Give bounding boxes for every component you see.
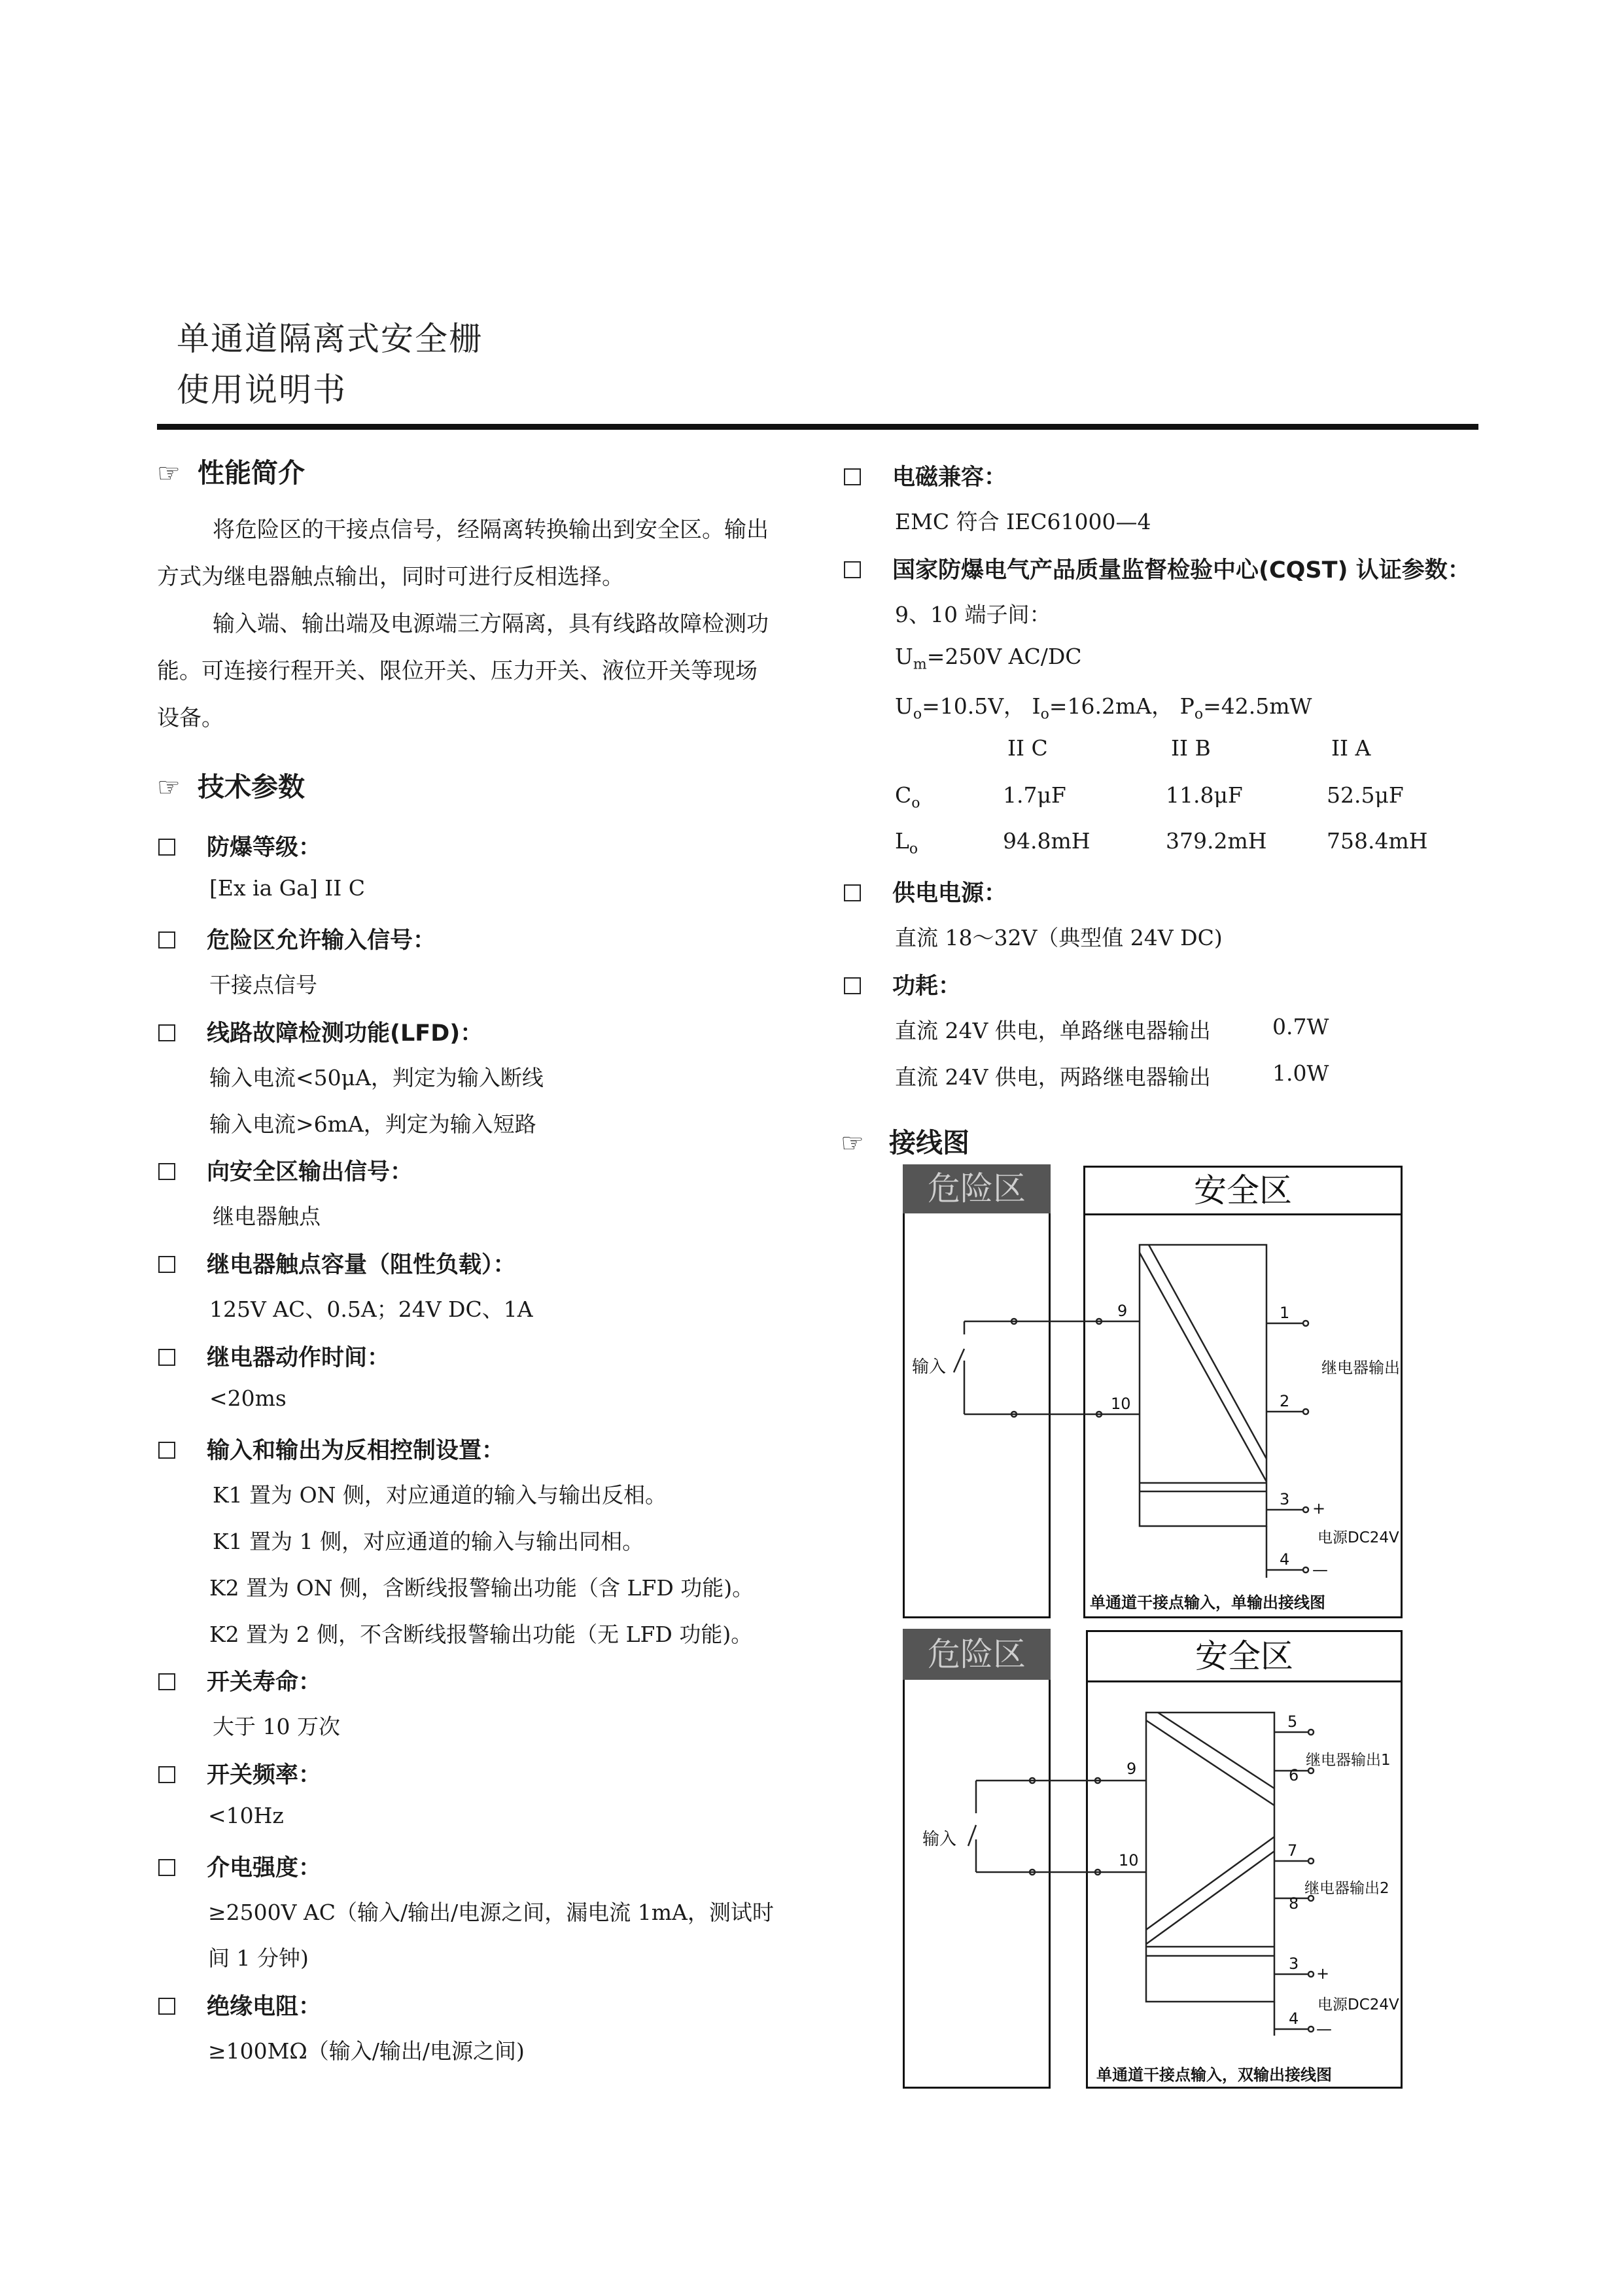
item-insulation-resistance: 绝缘电阻： xyxy=(158,1989,321,2021)
item-relay-capacity: 继电器触点容量（阻性负载）： xyxy=(158,1247,516,1279)
checkbox-icon xyxy=(158,1766,175,1783)
item-output-signal: 向安全区输出信号： xyxy=(158,1154,413,1187)
consumption-value-2-watts: 1.0W xyxy=(1272,1060,1329,1086)
pointing-hand-icon: ☞ xyxy=(157,773,181,803)
terminal-2-label: 2 xyxy=(1280,1392,1290,1410)
wiring-lines-2 xyxy=(903,1629,1406,2093)
inverse-control-value-3: K2 置为 ON 侧，含断线报警输出功能（含 LFD 功能)。 xyxy=(209,1575,754,1601)
minus-sign: — xyxy=(1316,2020,1332,2038)
terminal-1-label: 1 xyxy=(1280,1304,1290,1322)
output-signal-value: 继电器触点 xyxy=(213,1204,321,1229)
item-lfd: 线路故障检测功能(LFD)： xyxy=(158,1015,483,1048)
safe-zone-label: 安全区 xyxy=(1086,1630,1403,1682)
section-tech-title: 技术参数 xyxy=(198,771,305,803)
plus-sign: + xyxy=(1312,1499,1326,1518)
terminal-4-label: 4 xyxy=(1280,1550,1290,1569)
item-dielectric-strength: 介电强度： xyxy=(158,1850,321,1883)
terminal-9-label: 9 xyxy=(1117,1302,1128,1320)
checkbox-icon xyxy=(158,931,175,948)
item-power-supply: 供电电源： xyxy=(844,875,1007,908)
terminal-3-label: 3 xyxy=(1289,1955,1299,1973)
lfd-value-2: 输入电流>6mA，判定为输入短路 xyxy=(209,1111,536,1137)
switch-life-value: 大于 10 万次 xyxy=(213,1714,340,1739)
co-value-iib: 11.8μF xyxy=(1166,782,1243,808)
danger-zone-label: 危险区 xyxy=(903,1164,1051,1213)
terminal-6-label: 6 xyxy=(1289,1766,1299,1784)
co-value-iia: 52.5μF xyxy=(1327,782,1404,808)
item-switch-frequency: 开关频率： xyxy=(158,1757,321,1790)
diagram-caption: 单通道干接点输入，双输出接线图 xyxy=(1096,2066,1332,2084)
power-supply-value: 直流 18～32V（典型值 24V DC) xyxy=(895,925,1223,950)
table-head-iia: II A xyxy=(1331,735,1371,761)
intro-paragraph-2b: 能。可连接行程开关、限位开关、压力开关、液位开关等现场 xyxy=(157,658,758,684)
terminal-3-label: 3 xyxy=(1280,1490,1290,1508)
inverse-control-value-2: K1 置为 1 侧，对应通道的输入与输出同相。 xyxy=(213,1529,644,1554)
safe-zone-label: 安全区 xyxy=(1083,1166,1403,1215)
relay-output-2-label: 继电器输出2 xyxy=(1304,1880,1389,1897)
dielectric-strength-value-2: 间 1 分钟) xyxy=(208,1945,309,1971)
item-relay-time: 继电器动作时间： xyxy=(158,1340,390,1372)
input-label: 输入 xyxy=(922,1830,957,1849)
intro-paragraph-1b: 方式为继电器触点输出，同时可进行反相选择。 xyxy=(157,564,624,590)
checkbox-icon xyxy=(158,1163,175,1180)
section-wiring xyxy=(841,1121,969,1160)
intro-paragraph-2: 输入端、输出端及电源端三方隔离，具有线路故障检测功 xyxy=(213,611,769,637)
section-tech xyxy=(157,765,305,804)
terminal-4-label: 4 xyxy=(1289,2009,1299,2028)
relay-time-value: <20ms xyxy=(209,1385,287,1411)
checkbox-icon xyxy=(158,1256,175,1273)
item-switch-life: 开关寿命： xyxy=(158,1664,321,1697)
lo-value-iic: 94.8mH xyxy=(1003,828,1091,854)
consumption-value-1-watts: 0.7W xyxy=(1272,1014,1329,1039)
minus-sign: — xyxy=(1312,1561,1328,1579)
checkbox-icon xyxy=(844,468,861,485)
input-signal-value: 干接点信号 xyxy=(209,972,317,998)
checkbox-icon xyxy=(158,1673,175,1690)
relay-output-1-label: 继电器输出1 xyxy=(1306,1752,1391,1769)
terminal-8-label: 8 xyxy=(1289,1894,1299,1913)
inverse-control-value-1: K1 置为 ON 侧，对应通道的输入与输出反相。 xyxy=(213,1482,667,1508)
checkbox-icon xyxy=(844,561,861,578)
co-value-iic: 1.7μF xyxy=(1003,782,1066,808)
relay-output-label: 继电器输出 xyxy=(1321,1359,1400,1377)
checkbox-icon xyxy=(158,1442,175,1459)
ex-grade-value: [Ex ia Ga] II C xyxy=(209,875,365,901)
dielectric-strength-value-1: ≥2500V AC（输入/输出/电源之间，漏电流 1mA，测试时 xyxy=(208,1900,774,1925)
checkbox-icon xyxy=(158,1859,175,1876)
uo-io-po-values: $U_o=10.5V$， $I_o=16.2mA$， $P_o=42.5mW$ xyxy=(895,693,1312,723)
header-rule xyxy=(157,424,1478,430)
lo-value-iib: 379.2mH xyxy=(1166,828,1267,854)
section-intro-title: 性能简介 xyxy=(198,457,305,489)
section-wiring-title: 接线图 xyxy=(889,1127,969,1158)
insulation-resistance-value: ≥100MΩ（输入/输出/电源之间) xyxy=(208,2038,525,2064)
input-label: 输入 xyxy=(912,1357,947,1377)
power-label: 电源DC24V xyxy=(1318,1529,1399,1546)
checkbox-icon xyxy=(844,884,861,901)
co-label: $C_o$ xyxy=(895,782,920,812)
consumption-value-2: 直流 24V 供电，两路继电器输出 xyxy=(895,1064,1211,1090)
lo-value-iia: 758.4mH xyxy=(1327,828,1428,854)
consumption-value-1: 直流 24V 供电，单路继电器输出 xyxy=(895,1018,1211,1043)
terminals-label: 9、10 端子间： xyxy=(895,602,1051,627)
checkbox-icon xyxy=(158,1998,175,2015)
wiring-diagram-dual-output xyxy=(903,1629,1623,2093)
checkbox-icon xyxy=(844,977,861,994)
item-cqst: 国家防爆电气产品质量监督检验中心(CQST) 认证参数： xyxy=(844,552,1471,585)
terminal-10-label: 10 xyxy=(1111,1395,1131,1413)
checkbox-icon xyxy=(158,1349,175,1366)
item-input-signal: 危险区允许输入信号： xyxy=(158,922,436,955)
switch-frequency-value: <10Hz xyxy=(208,1803,284,1828)
relay-capacity-value: 125V AC、0.5A；24V DC、1A xyxy=(209,1296,533,1322)
document-subtitle: 使用说明书 xyxy=(177,371,347,409)
section-intro xyxy=(157,451,305,490)
intro-paragraph-2c: 设备。 xyxy=(157,705,224,731)
terminal-10-label: 10 xyxy=(1119,1851,1139,1870)
terminal-7-label: 7 xyxy=(1287,1841,1298,1860)
item-consumption: 功耗： xyxy=(844,968,961,1001)
item-inverse-control: 输入和输出为反相控制设置： xyxy=(158,1433,504,1465)
document-title: 单通道隔离式安全栅 xyxy=(177,320,483,358)
wiring-lines-1 xyxy=(903,1164,1406,1622)
table-head-iib: II B xyxy=(1171,735,1211,761)
pointing-hand-icon: ☞ xyxy=(841,1128,864,1158)
checkbox-icon xyxy=(158,839,175,856)
item-emc: 电磁兼容： xyxy=(844,459,1007,492)
um-value: $U_m=250V$ AC/DC xyxy=(895,644,1082,673)
lfd-value-1: 输入电流<50μA，判定为输入断线 xyxy=(209,1065,544,1090)
emc-value: EMC 符合 IEC61000—4 xyxy=(895,509,1151,534)
inverse-control-value-4: K2 置为 2 侧，不含断线报警输出功能（无 LFD 功能)。 xyxy=(209,1622,753,1647)
terminal-9-label: 9 xyxy=(1126,1760,1137,1778)
lo-label: $L_o$ xyxy=(895,828,918,858)
danger-zone-label: 危险区 xyxy=(903,1629,1051,1680)
checkbox-icon xyxy=(158,1024,175,1041)
wiring-diagram-single-output xyxy=(903,1164,1623,1622)
plus-sign: + xyxy=(1316,1964,1330,1983)
table-head-iic: II C xyxy=(1007,735,1048,761)
diagram-caption: 单通道干接点输入，单输出接线图 xyxy=(1090,1593,1325,1612)
item-ex-grade: 防爆等级： xyxy=(158,829,321,862)
pointing-hand-icon: ☞ xyxy=(157,459,181,489)
intro-paragraph-1: 将危险区的干接点信号，经隔离转换输出到安全区。输出 xyxy=(213,517,769,543)
power-label: 电源DC24V xyxy=(1318,1996,1399,2013)
terminal-5-label: 5 xyxy=(1287,1713,1298,1731)
